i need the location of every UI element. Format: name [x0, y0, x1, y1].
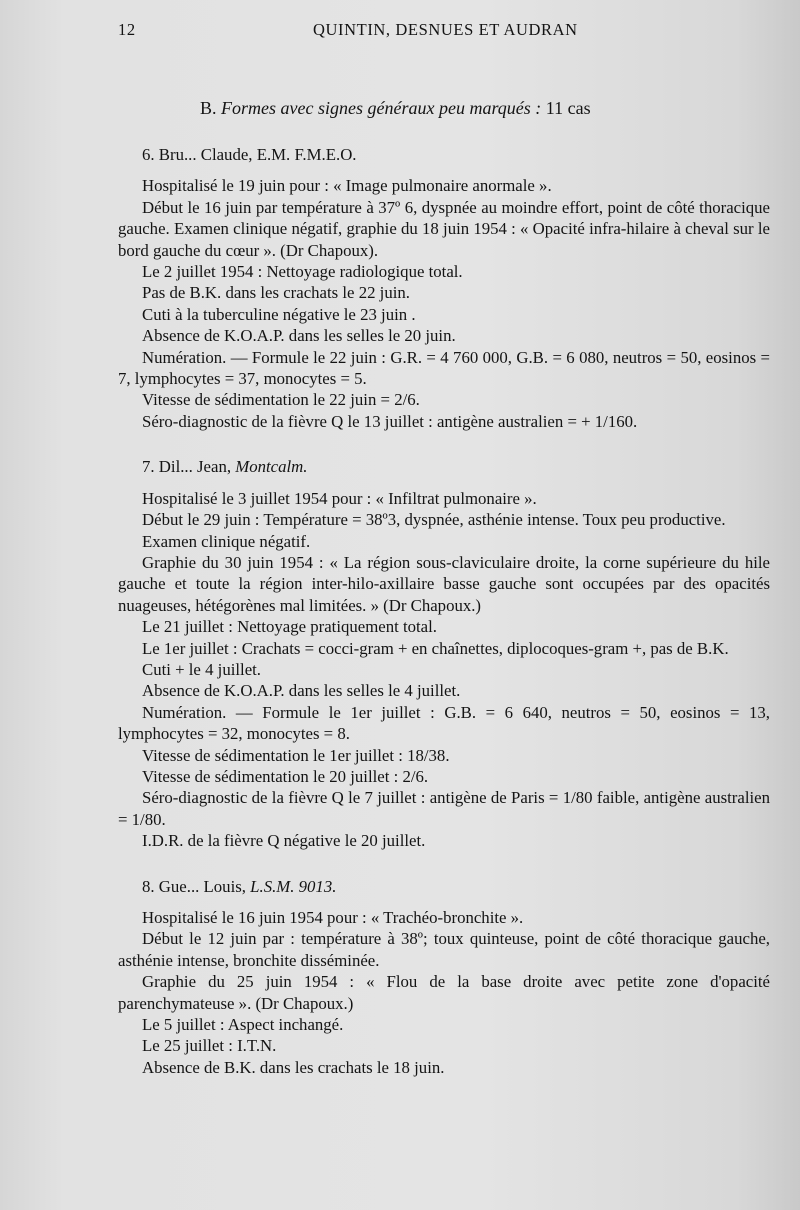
case-line: Vitesse de sédimentation le 1er juillet : 18/38. [142, 745, 450, 765]
case-line: Séro-diagnostic de la fièvre Q le 13 juillet : antigène australien = + 1/160. [142, 411, 638, 431]
case-number: 6. [142, 145, 155, 164]
case-line: Le 2 juillet 1954 : Nettoyage radiologique total. [142, 262, 463, 282]
case-name: Bru... Claude, [158, 145, 253, 164]
case-line: Examen clinique négatif. [142, 531, 311, 551]
case-line: Le 5 juillet : Aspect inchangé. [142, 1015, 344, 1035]
case-line: Vitesse de sédimentation le 22 juin = 2/6. [142, 390, 420, 410]
case-line: Absence de K.O.A.P. dans les selles le 4 juillet. [142, 681, 461, 701]
case-title [142, 876, 770, 897]
case-line: Graphie du 25 juin 1954 : « Flou de la base droite avec petite zone d'opacité parenchymateuse ». (Dr Chapoux.) [118, 972, 770, 1013]
page-number: 12 [118, 20, 136, 39]
case-line: Pas de B.K. dans les crachats le 22 juin. [142, 283, 410, 303]
case-7 [118, 456, 770, 851]
case-line: Numération. — Formule le 22 juin : G.R. = 4 760 000, G.B. = 6 080, neutros = 50, eosinos = 7, lymphocytes = 37, monocytes = 5. [118, 347, 770, 389]
case-line: Début le 12 juin par : température à 38º; toux quinteuse, point de côté thoracique gauche, asthénie intense, bronchite disséminée. [118, 929, 770, 970]
case-unit: Montcalm. [235, 457, 308, 477]
section-label: B. [200, 98, 217, 118]
case-line: Vitesse de sédimentation le 20 juillet : 2/6. [142, 766, 429, 786]
case-unit: E.M. F.M.E.O. [256, 145, 357, 164]
case-line: Graphie du 30 juin 1954 : « La région sous-claviculaire droite, la corne supérieure du hile gauche et toute la région inter-hilo-axillaire basse gauche sont occupées par des opacités nuageuses, hétégorènes mal limitées. » (Dr Chapoux.) [118, 552, 770, 615]
case-8 [118, 876, 770, 1079]
case-line: Le 21 juillet : Nettoyage pratiquement total. [142, 617, 437, 637]
case-title [142, 456, 770, 477]
case-line: Le 1er juillet : Crachats = cocci-gram + en chaînettes, diplocoques-gram +, pas de B.K. [142, 638, 729, 658]
case-6 [118, 144, 770, 432]
case-line: Le 25 juillet : I.T.N. [142, 1036, 277, 1056]
case-unit: L.S.M. 9013. [250, 876, 337, 896]
case-line: Hospitalisé le 3 juillet 1954 pour : « Infiltrat pulmonaire ». [142, 488, 537, 508]
case-line: Absence de K.O.A.P. dans les selles le 20 juin. [142, 326, 456, 346]
case-line: Cuti + le 4 juillet. [142, 659, 262, 679]
section-heading [200, 96, 770, 120]
case-title [142, 144, 770, 165]
case-number: 8. [142, 876, 155, 896]
case-line: Début le 29 juin : Température = 38º3, dyspnée, asthénie intense. Toux peu productive. [142, 510, 726, 530]
case-name: Gue... Louis, [158, 876, 246, 896]
case-number: 7. [142, 457, 155, 477]
case-line: Numération. — Formule le 1er juillet : G.B. = 6 640, neutros = 50, eosinos = 13, lymphocytes = 32, monocytes = 8. [118, 702, 770, 744]
running-title: QUINTIN, DESNUES ET AUDRAN [313, 20, 578, 39]
case-line: Séro-diagnostic de la fièvre Q le 7 juillet : antigène de Paris = 1/80 faible, antigène australien = 1/80. [118, 788, 770, 829]
case-line: Début le 16 juin par température à 37º 6, dyspnée au moindre effort, point de côté thoracique gauche. Examen clinique négatif, graphie du 18 juin 1954 : « Opacité infra-hilaire à cheval sur le bord gauche du cœur ». (Dr Chapoux). [118, 197, 770, 260]
section-count: 11 cas [545, 98, 591, 118]
case-line: Hospitalisé le 19 juin pour : « Image pulmonaire anormale ». [142, 176, 552, 196]
case-line: Cuti à la tuberculine négative le 23 juin . [142, 304, 416, 324]
section-title: Formes avec signes généraux peu marqués : [221, 98, 542, 118]
case-name: Dil... Jean, [158, 457, 232, 477]
case-line: Absence de B.K. dans les crachats le 18 juin. [142, 1057, 445, 1077]
running-head [118, 14, 770, 44]
case-line: Hospitalisé le 16 juin 1954 pour : « Trachéo-bronchite ». [142, 908, 524, 927]
case-line: I.D.R. de la fièvre Q négative le 20 juillet. [142, 831, 426, 851]
